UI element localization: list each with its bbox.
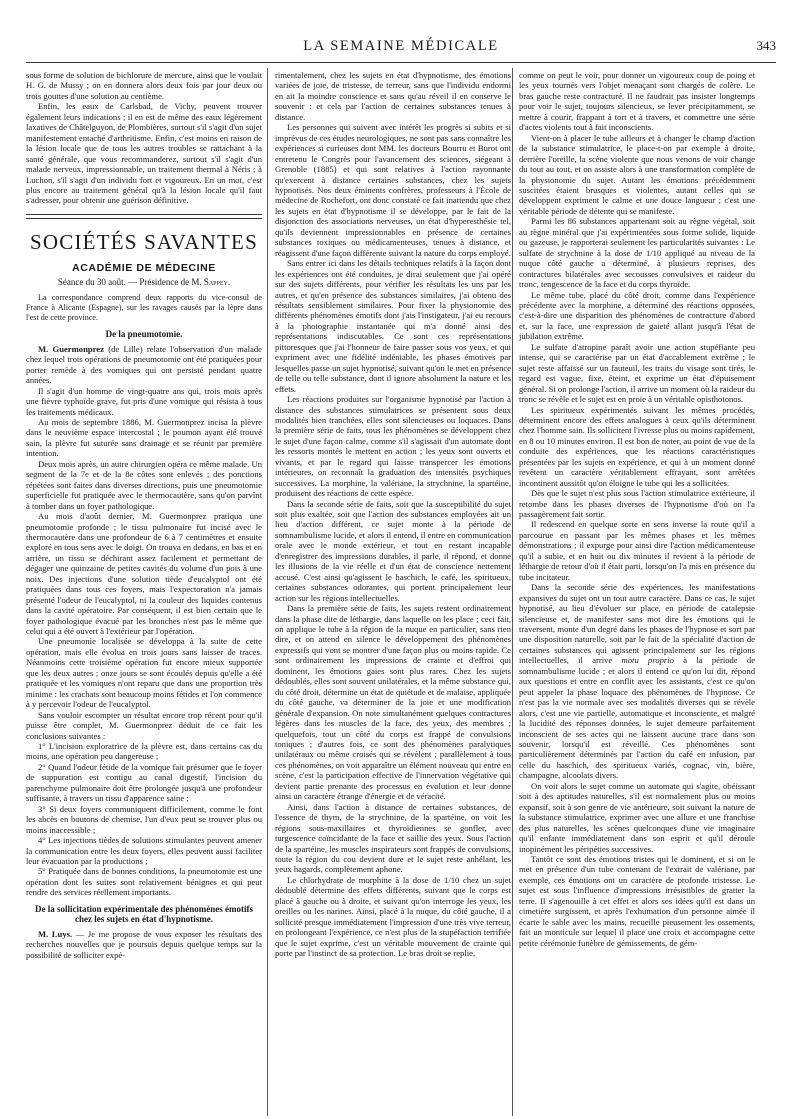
paragraph-text: Dans la seconde série des expériences, les manifestations expansives du sujet ont un tout autre caractère. Dans ce cas, le sujet hypnotisé, au lieu d'évoluer sur place, en période de catalepsie silencieuse et, de manifester sans mot dire les émotions qui le traversent, monte d'un degré dans les phases de l'hypnose et sort par une disposition naturelle, soit par le fait de la spécialité d'action de certaines substances qui agissent principalement sur les régions intellectuelles, il arrive (519, 582, 755, 666)
paragraph: Vient-on à placer le tube ailleurs et à changer le champ d'action de la substance stimulatrice, le place-t-on par exemple à droite, derrière l'oreille, la scène violente que nous venons de voir change du tout au tout, et on assiste alors à une transformation complète de la physionomie du sujet. Autant les émotions précédemment suscitées étaient brusques et violentes, autant celles qui se développent expriment le calme et une douce langueur ; c'est une véritable période de détente qui se manifeste. (519, 132, 755, 216)
paragraph: rimentalement, chez les sujets en état d'hypnotisme, des émotions variées de joie, de tristesse, de terreur, sans que l'individu endormi en ait la moindre conscience et sans qu'au réveil il en conserve le souvenir : et cela par l'action de certaines substances tenues à distance. (275, 70, 511, 122)
conclusion-item: 4° Les injections tièdes de solutions stimulantes peuvent amener la communication entre les deux foyers, elles peuvent aussi faciliter leur évacuation par la productions ; (26, 835, 262, 866)
column-divider (267, 68, 268, 1116)
paragraph (26, 929, 262, 960)
paragraph: Enfin, les eaux de Carlsbad, de Vichy, peuvent trouver également leurs indications ; il en est de même des eaux légèrement laxatives de Châtelguyon, de Plombières, surtout s'il s'agit d'un sujet manifestement entaché d'arthritisme. Enfin, c'est moins en raison de la lésion locale que de tous les autres troubles se rattachant à la santé générale, que vous recommanderez, surtout s'il s'agit d'un malade nerveux, impressionnable, un traitement thermal à Néris ; à Luchon, s'il s'agit d'un individu fort et vigoureux. En un mot, c'est plus encore au traitement général qu'à la lésion locale qu'il faut s'adresser, pour obtenir une guérison définitive. (26, 101, 262, 206)
paragraph: Deux mois après, un autre chirurgien opéra ce même malade. Un segment de la 7e et de la 8e côtes sont enlevés ; des ponctions répétées sont faites dans diverses directions, puis une pneumotomie superficielle fut pratiquée avec le thermocautère, sans qu'on parvînt à tomber dans un foyer pathologique. (26, 458, 262, 511)
header-rule (26, 62, 776, 63)
subsection-heading: De la sollicitation expérimentale des phénomènes émotifs chez les sujets en état d'hypnotisme. (35, 903, 253, 925)
paragraph: Le chlorhydrate de morphine à la dose de 1/10 chez un sujet dédoublé détermine des effets différents, suivant que le corps est placé à gauche ou à droite, et suivant qu'on interroge les yeux, les oreilles ou les narines. Ainsi, placé à la nuque, du côté gauche, il a sollicité presque immédiatement l'impression d'une très vive terreur, en prolongeant l'expérience, ce n'est plus de la stupéfaction terrifiée que le sujet exprime, c'est un véritable mouvement de crainte qui porte par l'instinct de sa protection. Le bras droit se replie, (275, 874, 511, 959)
paragraph: comme on peut le voir, pour donner un vigoureux coup de poing et les yeux tournés vers l'objet menaçant sont chargés de colère. Le bras gauche reste contracturé. Il ne faudrait pas insister longtemps pour voir le sujet, toujours silencieux, se lever précipitamment, se mettre à courir, frappant à tort et à travers, et commettre une série d'actes violents tout à fait inconscients. (519, 70, 755, 133)
column-left (26, 70, 262, 1115)
author-name: M. Luys. (38, 928, 73, 939)
section-title: SOCIÉTÉS SAVANTES (30, 229, 258, 254)
paragraph: sous forme de solution de bichlorure de mercure, ainsi que le voulait H. G. de Mussy ; on en donnera alors deux fois par jour deux ou trois gouttes d'une solution au centième. (26, 70, 262, 101)
conclusion-item: 3° Si deux foyers communiquent difficilement, comme le font les abcès en boutons de chemise, l'un d'eux peut se trouver plus ou moins inaccessible ; (26, 803, 262, 835)
paragraph: Il redescend en quelque sorte en sens inverse la route qu'il a parcourue en passant par les mêmes phases et les mêmes démonstrations ; il expurge pour ainsi dire l'action médicamenteuse qu'il a subie, et en huit ou dix minutes il revient à la période de léthargie de retour d'où il était parti, lorsqu'on l'a mis en présence du tube incitateur. (519, 519, 755, 582)
paragraph: Sans entrer ici dans les détails techniques relatifs à la façon dont les expériences ont été conduites, je dirai seulement que j'ai opéré sur des sujets différents, pour vérifier les résultats les uns par les autres, et qu'en présence des substances similaires, j'ai obtenu des résultats sensiblement similaires. Pour fixer la physionomie des différents phénomènes émotifs dont j'ais l'instigateur, j'ai eu recours à la photographie instantanée qui m'a donné ainsi des représentations indiscutables. Ce sont ces représentations pittoresques que j'ai l'honneur de faire passer sous vos yeux, et qui expriment avec une fidélité indéniable, les phases émotives par lesquelles passe un sujet hypnotisé, suivant qu'on le met en présence de telle ou telle substance, dont il ignore absolument la nature et les effets. (275, 258, 511, 394)
session-line (26, 277, 262, 287)
author-name: M. Guermonprez (38, 343, 104, 354)
paragraph: Ainsi, dans l'action à distance de certaines substances, de l'essence de thym, de la strychnine, de la spartéine, on voit les régions sous-maxillaires et thyroïdiennes se gonfler, avec turgescence coïncidante de la face et saillie des yeux. Sous l'action de la spartéine, les muscles inspirateurs sont frappés de convulsions, toute la région du cou devient dure et le sujet reste anhélant, les yeux hagards, complètement aphone. (275, 801, 511, 875)
journal-title: LA SEMAINE MÉDICALE (303, 38, 499, 54)
paragraph: Au mois de septembre 1886, M. Guermonprez incisa la plèvre dans le neuvième espace intercostal ; le poumon ayant été trouvé sain, la plèvre fut suturée sans drainage et se réunit par première intention. (26, 416, 262, 459)
paragraph: Dans la seconde série de faits, soit que la susceptibilité du sujet soit plus exaltée, soit que l'action des substances employées ait un lieu d'action différent, ce sujet monte à la période de somnambulisme lucide, et alors il entend, il entre en communication orale avec le monde extérieur, et tout en restant incapable d'enregistrer des impressions durables, il parle, il répond, et donne les illusions de la vie réelle et d'un état de conscience nettement accusé. C'est ainsi qu'agissent le haschich, le café, les spiritueux, certaines substances odorantes, qui portent principalement leur action sur les régions intellectuelles. (275, 498, 511, 603)
paragraph: Au mois d'août dernier, M. Guermonprez pratiqua une pneumotomie profonde ; le tissu pulmonaire fut incisé avec le thermocautère dans une profondeur de 6 à 7 centimètres et ensuite exploré en tous sens avec le doigt. On trouva en dedans, en bas et en arrière, un tissu se déchirant assez facilement et permettant de dégager une quinzaine de petites cavités du volume d'un pois à une noix. Des injections d'une solution tiède d'eucalyptol ont été pratiquées dans tous ces foyers, mais l'expectoration n'a jamais présenté l'odeur de l'eucalyptol, ni la couleur des liquides contenus dans la cavité opératoire. Par conséquent, il est bien certain que le foyer pathologique évacué par les bronches n'est pas le même que celui qui a été ouvert à l'extérieur par l'opération. (26, 511, 262, 637)
latin-phrase: motu proprio (621, 655, 674, 666)
paragraph: Dès que le sujet n'est plus sous l'action stimulatrice extérieure, il retombe dans les phases diverses de l'hypnotisme d'où on l'a passagèrement fait sortir. (519, 488, 755, 520)
conclusion-item: 2° Quand l'odeur fétide de la vomique fait présumer que le foyer de suppuration est contigu au canal digestif, l'incision du parenchyme pulmonaire doit être prolongée jusqu'à une profondeur suffisante, à travers un tissu d'apparence saine ; (26, 761, 262, 804)
paragraph (26, 344, 262, 386)
conclusion-item: 5° Pratiquée dans de bonnes conditions, la pneumotomie est une opération dont les suites sont relativement bénignes et qui peut rendre des services réellement importants. (26, 866, 262, 898)
paragraph: Il s'agit d'un homme de vingt-quatre ans qui, trois mois après une fièvre typhoïde grave, fut pris d'une vomique qui résista à tous les traitements médicaux. (26, 385, 262, 417)
correspondence-note: La correspondance comprend deux rapports du vice-consul de France à Alicante (Espagne), sur les ravages causés par la lèpre dans l'est de cette province. (26, 293, 262, 323)
paragraph: Les spiritueux expérimentés suivant les mêmes procédés, déterminent encore des effets analogues à ceux qu'ils déterminent chez l'homme sain. Ils sollicitent l'ivresse plus ou moins rapidement, en 8 ou 10 minutes environ. Il est bon de noter, au point de vue de la conduite des expériences, que les réactions caractéristiques présentées par les sujets en expérience, et qui à un moment donné revêtent un caractère véritablement effrayant, sont arrêtées incontinent aussitôt qu'on éloigne le tube qui les a sollicitées. (519, 404, 755, 488)
column-divider (512, 68, 513, 1116)
paragraph: Les réactions produites sur l'organisme hypnotisé par l'action à distance des substances stimulatrices se présentent sous deux modalités bien tranchées, elles sont silencieuses ou loquaces. Dans la première série de faits, tous les phénomènes se développent chez le sujet d'une façon calme, comme s'il s'agissait d'un automate dont les ressorts montés le mettent en action ; les yeux sont ouverts et vivants, et par le regard qui laisse transpercer les émotions intérieures, on reconnaît la graduation des intensités psychiques successives. La morphine, la valériane, la strychnine, la spartéine, produisent des réactions de cette espèce. (275, 394, 511, 499)
paragraph: On voit alors le sujet comme un automate qui s'agite, obéissant soit à des aptitudes naturelles, s'il est normalement plus ou moins expansif, soit à son genre de vie antérieure, soit suivant la nature de la substance stimulatrice, exprimer avec une allure et une franchise des plus naturelles, les scènes quelconques d'une vie imaginaire qu'il enfante immédiatement dans son esprit et qu'il déroule inopinément les péripéties successives. (519, 780, 755, 854)
session-date: Séance du 30 août. — Présidence de M. (57, 276, 202, 287)
academy-heading: ACADÉMIE DE MÉDECINE (72, 261, 216, 274)
paragraph-text: (de Lille) relate l'observation d'un malade chez lequel trois opérations de pneumotomie ont été pratiquées pour porter remède à des vomiques qui ont persisté pendant quatre années. (26, 343, 262, 386)
paragraph: Tantôt ce sont des émotions tristes qui le dominent, et si on le met en présence d'un tube contenant de l'extrait de valériane, par exemple, ces émotions ont un caractère de profonde tristesse. Le sujet est sous l'influence d'impressions irrésistibles de gratter la terre. Il s'agenouille à cet effet et alors ses idées qu'il est dans un cimetière surgissent, et après l'exhumation d'un personne aimée il écarte le sable avec les mains, recueille pieusement les ossements, fait un monticule sur lequel il place une croix et accompagne cette petite cérémonie funèbre de gémissements, de gém- (519, 853, 755, 948)
section-divider (26, 214, 262, 219)
page-number: 343 (756, 38, 776, 53)
subsection-heading: De la pneumotomie. (105, 329, 183, 340)
column-right (519, 70, 755, 1115)
paragraph: Une pneumonie localisée se développa à la suite de cette opération, mais elle évolua en trois jours sans laisser de traces. Néanmoins cette troisième opération fut encore mieux supportée que les deux autres ; onze jours se sont écoulés depuis qu'elle a été pratiquée et les vomiques n'ont reparu que dans une proportion très minime : les crachats sont beaucoup moins fétides et l'on commence à y percevoir l'odeur de l'eucalyptol. (26, 636, 262, 710)
paragraph-text: — Je me propose de vous exposer les résultats des recherches nouvelles que je poursuis depuis quelque temps sur la possibilité de solliciter expé- (26, 928, 262, 960)
page-header (26, 38, 776, 62)
paragraph (519, 582, 755, 781)
paragraph: Les personnes qui suivent avec intérêt les progrès si subits et si imprévus de ces études neurologiques, ne sont pas sans connaître les expériences si curieuses dont MM. les docteurs Bourru et Burot ont entretenu le Congrès pour l'avancement des sciences, siégeant à Grenoble (1885) et qui sont relatives à l'action rayonnante qu'exercent à distance certaines substances, chez les sujets hypnotisés. Nos deux éminents confrères, professeurs à l'École de médecine de Rochefort, ont donc constaté ce fait inattendu que chez les sujets en état d'hypnotisme il se développe, par le fait de la disjonction des associations nerveuses, un état d'hyperesthésie tel, qu'ils deviennent impressionnables en présence de certaines substances toxiques ou médicamenteuses, tenues à distance, et réagissent d'une façon différente suivant la nature du corps employé. (275, 122, 511, 258)
conclusion-item: 1° L'incision exploratrice de la plèvre est, dans certains cas du moins, une opération peu dangereuse ; (26, 741, 262, 762)
session-president: Sappey. (203, 276, 231, 287)
paragraph-text: à la période de somnambulisme lucide ; et alors il entend ce qu'on lui dit, répond aux questions et entre en conflit avec les assistants, c'est ce qu'on peut appeler la phase loquace des phénomènes de l'hypnose. Ce n'est pas la vie normale avec ses modalités diverses qui se révèle alors, c'est une vie partielle, automatique et inconsciente, et malgré la lucidité des réponses données, le sujet demeure parfaitement inconscient de ses actes qui ne laissent aucune trace dans son souvenir, lorsqu'il est réveillé. Ces phénomènes sont particulièrement déterminés par l'action du café en infusion, par celle du haschich, des spiritueux variés, cognac, vin, bière, champagne, alcoolats divers. (519, 655, 755, 781)
paragraph: Parmi les 86 substances appartenant soit au règne végétal, soit au règne minéral que j'ai expérimentées sous forme solide, liquide ou gazeuse, je rapporterai seulement les particularités suivantes : Le sulfate de strychnine à la dose de 1/10 appliqué au niveau de la nuque côté gauche a déterminé, à plusieurs reprises, des contractures bilatérales avec secousses convulsives et raideur du tronc, tengescence de la face et du corps thyroïde. (519, 216, 755, 290)
paragraph: Le même tube, placé du côté droit, comme dans l'expérience précédente avec la morphine, a déterminé des réactions opposées, c'est-à-dire une disparition des phénomènes de contracture d'abord et, sur la face, une expression de gaieté allant jusqu'à l'état de jubilation extrême. (519, 289, 755, 342)
paragraph: Le sulfate d'atropine paraît avoir une action stupéfiante peu intense, qui se caractérise par un état d'accablement extrême ; le sujet reste affaissé sur un fauteuil, les traits du visage sont tirés, le regard est vague, fixe, éteint, et exprime un état d'épuisement général. Si on prolonge l'action, il arrive un moment où la raideur du tronc se révèle et le sujet est en proie à un véritable opisthotonos. (519, 341, 755, 405)
column-middle (275, 70, 511, 1115)
paragraph: Dans la première série de faits, les sujets restent ordinairement dans la phase dite de léthargie, dans laquelle on les place ; ceci fait, on applique le tube à la région de la nuque en particulier, sans rien dire, et on attend en silence le développement des phénomènes expressifs qui vont se montrer d'une façon plus ou moins rapide. Ce sont ordinairement les impressions de crainte et d'effroi qui dominent, les émotions gaies sont plus rares. Chez les sujets dédoublés, elles sont souvent unilatérales, et la même substance qui, du côté droit, détermine un état de quiétude et de malaise, appliquée du côté gauche, va déterminer de la joie et une modification générale d'expansion. On note simultanément quelques contractures légères dans les muscles de la face, des yeux, des membres ; quelquefois, tout un côté du corps est frappé de convulsions toniques ; d'autres fois, ce sont des phénomènes paralytiques unilatéraux ou même croisés qui se révèlent ; parallèlement à tous ces phénomènes, on voit apparaître un élément nouveau qui entre en scène, c'est la participation effective de l'innervation végétative qui devient partie prenante des processus en évolution et leur donne ainsi un caractère étrange d'énergie et de véracité. (275, 603, 511, 802)
paragraph: Sans vouloir escompter un résultat encore trop récent pour qu'il puisse être complet, M. Guermonprez déduit de ce fait les conclusions suivantes : (26, 709, 262, 741)
